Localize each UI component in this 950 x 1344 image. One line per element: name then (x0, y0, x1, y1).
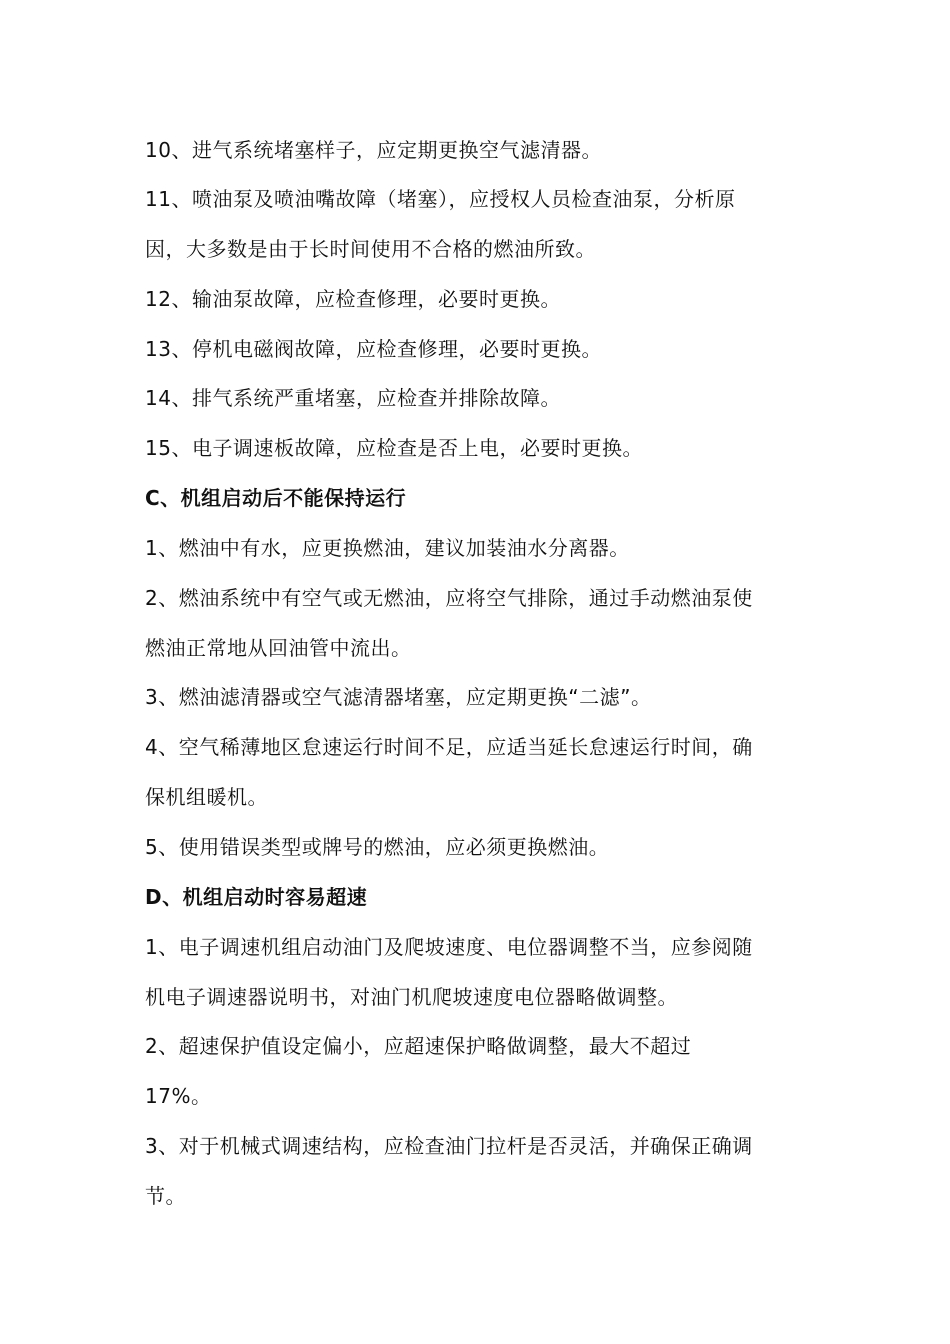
list-item-d2: 2、超速保护值设定偏小，应超速保护略做调整，最大不超过 (145, 1034, 692, 1058)
section-heading-d: D、机组启动时容易超速 (145, 885, 368, 909)
list-item-c1: 1、燃油中有水，应更换燃油，建议加装油水分离器。 (145, 536, 630, 560)
list-item-d3: 3、对于机械式调速结构，应检查油门拉杆是否灵活，并确保正确调 (145, 1134, 753, 1158)
list-item-10: 10、进气系统堵塞样子，应定期更换空气滤清器。 (145, 138, 602, 162)
list-item-15: 15、电子调速板故障，应检查是否上电，必要时更换。 (145, 436, 643, 460)
list-item-12: 12、输油泵故障，应检查修理，必要时更换。 (145, 287, 561, 311)
list-item-d1: 1、电子调速机组启动油门及爬坡速度、电位器调整不当，应参阅随 (145, 935, 753, 959)
list-item-d3-cont: 节。 (145, 1184, 186, 1208)
list-item-11-cont: 因，大多数是由于长时间使用不合格的燃油所致。 (145, 237, 596, 261)
list-item-c2: 2、燃油系统中有空气或无燃油，应将空气排除，通过手动燃油泵使 (145, 586, 753, 610)
list-item-d2-cont: 17%。 (145, 1084, 212, 1108)
list-item-14: 14、排气系统严重堵塞，应检查并排除故障。 (145, 386, 561, 410)
list-item-c5: 5、使用错误类型或牌号的燃油，应必须更换燃油。 (145, 835, 610, 859)
list-item-11: 11、喷油泵及喷油嘴故障（堵塞），应授权人员检查油泵，分析原 (145, 187, 736, 211)
list-item-c3: 3、燃油滤清器或空气滤清器堵塞，应定期更换“二滤”。 (145, 685, 652, 709)
list-item-c4: 4、空气稀薄地区怠速运行时间不足，应适当延长怠速运行时间，确 (145, 735, 753, 759)
list-item-d1-cont: 机电子调速器说明书，对油门机爬坡速度电位器略做调整。 (145, 985, 678, 1009)
section-heading-c: C、机组启动后不能保持运行 (145, 486, 407, 510)
list-item-c2-cont: 燃油正常地从回油管中流出。 (145, 636, 412, 660)
list-item-c4-cont: 保机组暖机。 (145, 785, 268, 809)
list-item-13: 13、停机电磁阀故障，应检查修理，必要时更换。 (145, 337, 602, 361)
